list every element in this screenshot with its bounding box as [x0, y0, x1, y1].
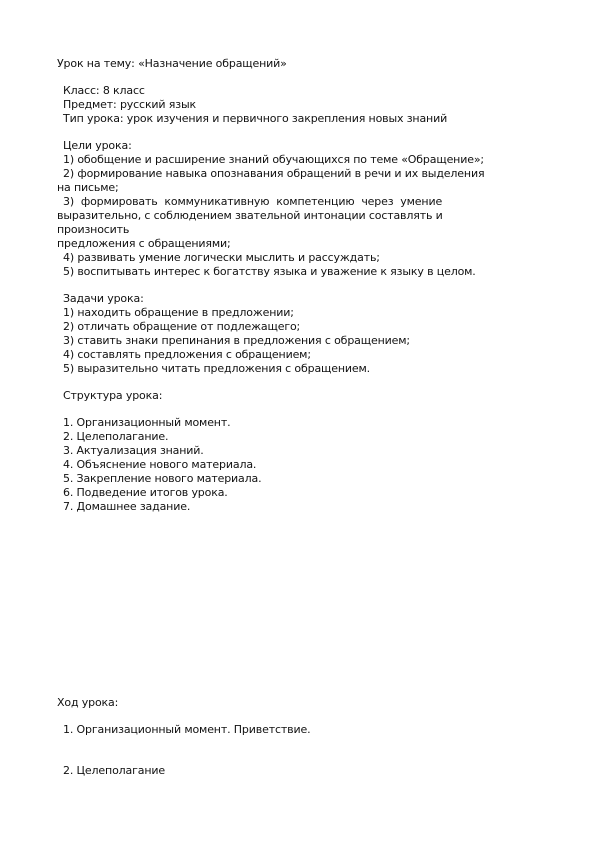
goal-item: 5) воспитывать интерес к богатству языка и уважение к языку в целом.	[63, 265, 476, 278]
task-item: 5) выразительно читать предложения с обращением.	[63, 362, 371, 375]
task-item: 3) ставить знаки препинания в предложения с обращением;	[63, 334, 410, 347]
tasks-heading: Задачи урока:	[63, 292, 144, 305]
structure-item: 5. Закрепление нового материала.	[63, 472, 262, 485]
goal-item: 2) формирование навыка опознавания обращений в речи и их выделения	[63, 167, 485, 180]
goal-item: 4) развивать умение логически мыслить и рассуждать;	[63, 251, 380, 264]
goal-item: 1) обобщение и расширение знаний обучающихся по теме «Обращение»;	[63, 153, 484, 166]
structure-item: 2. Целеполагание.	[63, 430, 169, 443]
goal-item-continuation: выразительно, с соблюдением звательной интонации составлять и	[57, 209, 443, 222]
task-item: 1) находить обращение в предложении;	[63, 306, 294, 319]
course-item: 2. Целеполагание	[63, 764, 166, 777]
course-item: 1. Организационный момент. Приветствие.	[63, 723, 311, 736]
structure-item: 1. Организационный момент.	[63, 416, 231, 429]
goal-item-continuation: произносить	[57, 223, 130, 236]
meta-subject: Предмет: русский язык	[63, 98, 196, 111]
structure-item: 6. Подведение итогов урока.	[63, 486, 228, 499]
course-heading: Ход урока:	[57, 696, 119, 709]
goal-item-continuation: предложения с обращениями;	[57, 237, 231, 250]
structure-item: 4. Объяснение нового материала.	[63, 458, 257, 471]
goal-item: 3) формировать коммуникативную компетенцию через умение	[63, 195, 443, 208]
meta-type: Тип урока: урок изучения и первичного закрепления новых знаний	[63, 112, 448, 125]
task-item: 2) отличать обращение от подлежащего;	[63, 320, 301, 333]
structure-heading: Структура урока:	[63, 389, 163, 402]
task-item: 4) составлять предложения с обращением;	[63, 348, 311, 361]
meta-class: Класс: 8 класс	[63, 84, 145, 97]
lesson-title: Урок на тему: «Назначение обращений»	[57, 57, 287, 70]
goals-heading: Цели урока:	[63, 139, 132, 152]
goal-item-continuation: на письме;	[57, 181, 119, 194]
structure-item: 7. Домашнее задание.	[63, 500, 191, 513]
structure-item: 3. Актуализация знаний.	[63, 444, 204, 457]
